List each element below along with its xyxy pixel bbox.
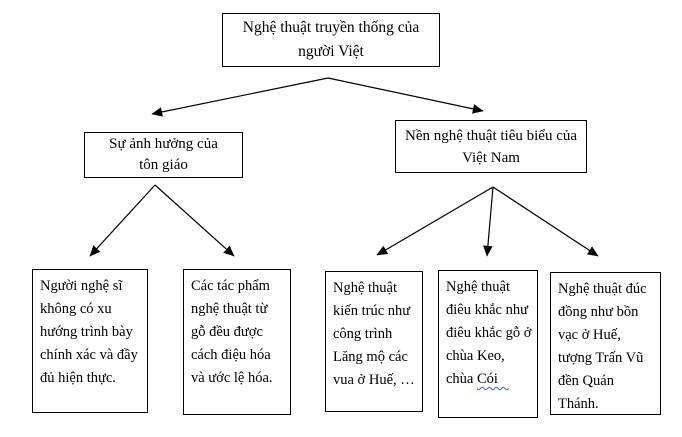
node-root-traditional-art xyxy=(222,13,440,67)
node-branch-typical-art-label: Nền nghệ thuật tiêu biểu của Việt Nam xyxy=(404,127,578,166)
node-root-label: Nghệ thuật truyền thống của người Việt xyxy=(242,19,420,60)
node-branch-religion-influence xyxy=(84,132,243,178)
arrow-art-to-architecture xyxy=(377,187,493,255)
node-leaf-architecture-label: Nghệ thuật kiến trúc như công trình Lăng mộ các vua ở Huế, … xyxy=(333,280,415,388)
arrow-root-to-religion xyxy=(152,78,328,114)
node-leaf-bronze-casting-label: Nghệ thuật đúc đồng như bồn vạc ở Huế, tượng Trấn Vũ đền Quán Thánh. xyxy=(558,281,647,412)
node-leaf-wood-works xyxy=(183,269,291,415)
node-leaf-artist-tendency-label: Người nghệ sĩ không có xu hướng trình bày chính xác và đầy đủ hiện thực. xyxy=(40,278,138,386)
arrow-religion-to-wood-works xyxy=(155,185,234,256)
arrow-religion-to-artist xyxy=(90,185,155,256)
arrow-art-to-bronze xyxy=(493,187,598,256)
node-leaf-artist-tendency xyxy=(32,269,148,413)
node-leaf-sculpture xyxy=(438,270,538,418)
arrow-root-to-typical-art xyxy=(328,78,483,111)
node-leaf-sculpture-label: Nghệ thuật điêu khắc như điêu khắc gỗ ở chùa Keo, chùa xyxy=(446,279,532,387)
node-leaf-sculpture-misspelled-word: Cói xyxy=(477,371,498,387)
node-leaf-architecture xyxy=(325,271,423,412)
node-leaf-wood-works-label: Các tác phẩm nghệ thuật từ gỗ đều được cách điệu hóa và ước lệ hóa. xyxy=(191,278,273,386)
node-branch-religion-label: Sự ảnh hưởng của tôn giáo xyxy=(109,136,218,173)
arrow-art-to-sculpture xyxy=(487,187,493,256)
node-leaf-bronze-casting xyxy=(550,272,661,415)
node-branch-typical-art xyxy=(395,120,587,173)
